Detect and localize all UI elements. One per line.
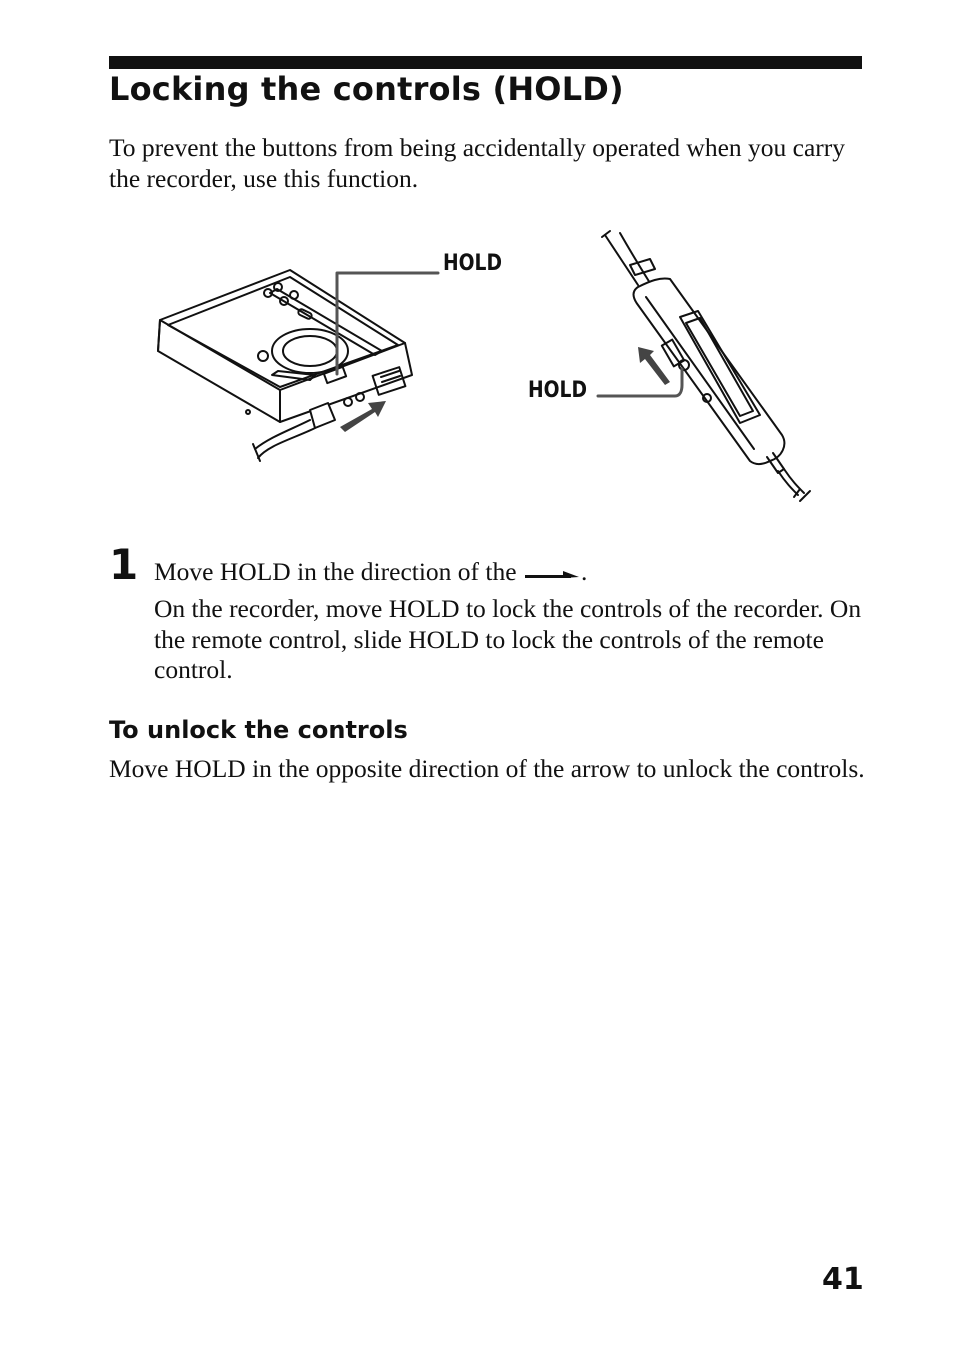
step-text-after: . <box>580 557 588 586</box>
right-arrow-icon <box>523 567 581 581</box>
unlock-heading: To unlock the controls <box>109 716 408 744</box>
unlock-paragraph: Move HOLD in the opposite direction of the arrow to unlock the controls. <box>109 754 865 783</box>
recorder-drawing <box>158 270 412 461</box>
page-title: Locking the controls (HOLD) <box>109 70 624 108</box>
remote-control-drawing <box>602 231 810 501</box>
recorder-hold-label: HOLD <box>443 251 502 276</box>
title-rule <box>109 56 862 69</box>
intro-paragraph: To prevent the buttons from being accidentally operated when you carry the recorder, use this function. <box>109 133 846 193</box>
step-number: 1 <box>109 540 139 589</box>
page-number: 41 <box>822 1262 864 1297</box>
step-detail: On the recorder, move HOLD to lock the controls of the recorder. On the remote control, slide HOLD to lock the controls of the remote control. <box>154 594 862 684</box>
step-text-before: Move HOLD in the direction of the <box>154 557 517 586</box>
hold-illustration <box>150 225 830 515</box>
remote-hold-label: HOLD <box>528 378 587 403</box>
step-instruction <box>154 557 869 588</box>
